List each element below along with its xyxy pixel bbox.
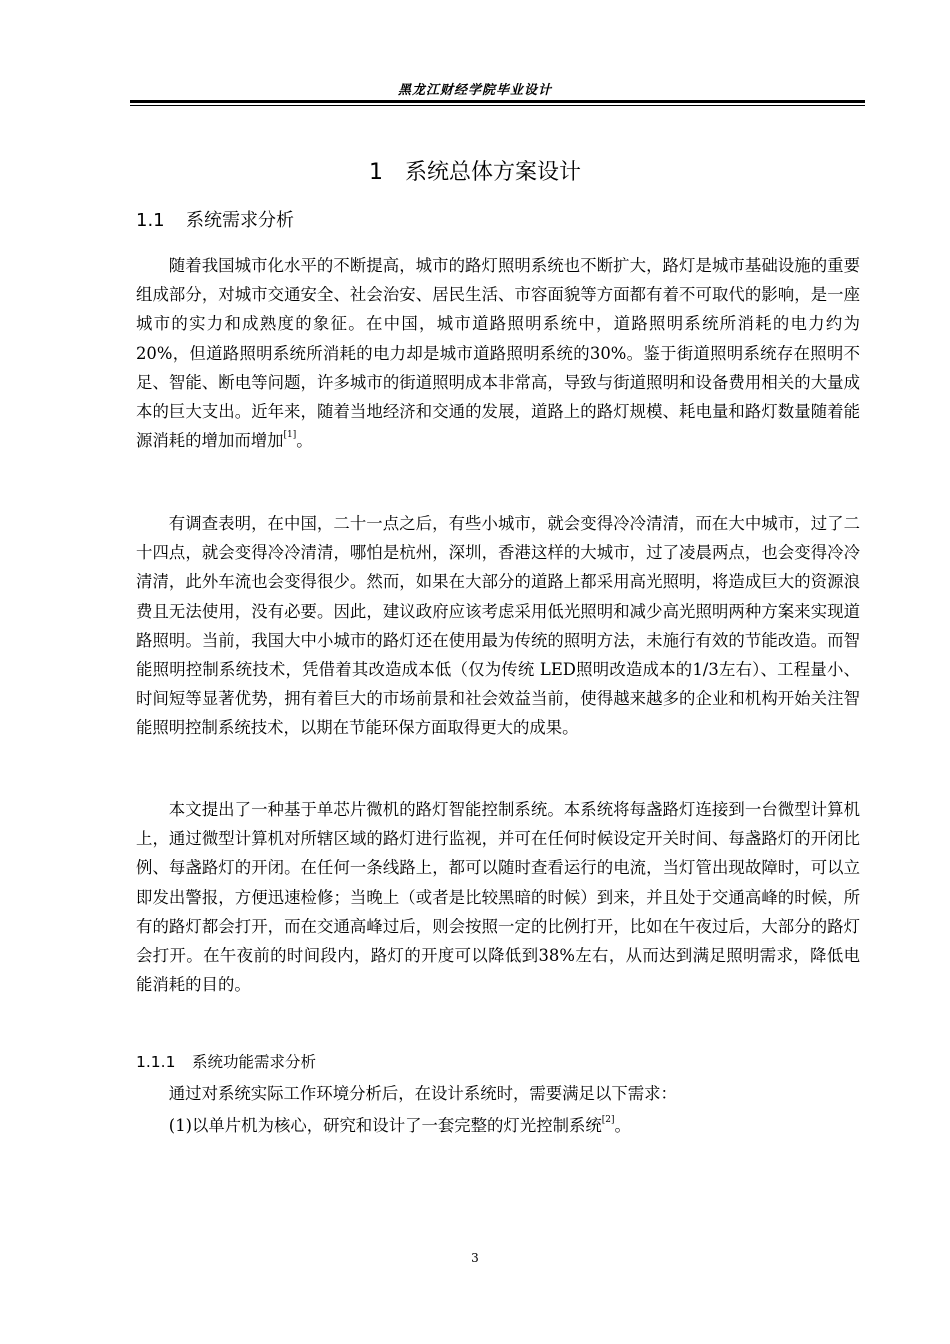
subsection-number: 1.1.1 <box>136 1053 176 1071</box>
section-heading-1-1 <box>136 206 294 232</box>
section-title: 系统需求分析 <box>186 210 294 231</box>
citation-ref-2: [2] <box>601 1115 615 1125</box>
body-paragraph-1 <box>136 251 860 455</box>
paragraph-text: 本文提出了一种基于单芯片微机的路灯智能控制系统。本系统将每盏路灯连接到一台微型计算机上，通过微型计算机对所辖区域的路灯进行监视，并可在任何时候设定开关时间、每盏路灯的开闭比例、每盏路灯的开闭。在任何一条线路上，都可以随时查看运行的电流，当灯管出现故障时，可以立即发出警报，方便迅速检修；当晚上（或者是比较黑暗的时候）到来，并且处于交通高峰的时候，所有的路灯都会打开，而在交通高峰过后，则会按照一定的比例打开，比如在午夜过后，大部分的路灯会打开。在午夜前的时间段内，路灯的开度可以降低到38%左右，从而达到满足照明需求，降低电能消耗的目的。 <box>136 800 860 995</box>
chapter-heading <box>0 155 950 186</box>
page-number: 3 <box>471 1251 479 1265</box>
item-tail: 。 <box>614 1116 631 1135</box>
item-text: (1)以单片机为核心，研究和设计了一套完整的灯光控制系统 <box>168 1116 602 1135</box>
paragraph-tail: 。 <box>296 431 313 451</box>
requirements-intro <box>136 1079 860 1108</box>
header-rule-thick <box>130 100 865 103</box>
paragraph-text: 有调查表明，在中国，二十一点之后，有些小城市，就会变得冷冷清清，而在大中城市，过了二十四点，就会变得冷冷清清，哪怕是杭州，深圳，香港这样的大城市，过了凌晨两点，也会变得冷冷清清，此外车流也会变得很少。然而，如果在大部分的道路上都采用高光照明，将造成巨大的资源浪费且无法使用，没有必要。因此，建议政府应该考虑采用低光照明和减少高光照明两种方案来实现道路照明。当前，我国大中小城市的路灯还在使用最为传统的照明方法，未施行有效的节能改造。而智能照明控制系统技术，凭借着其改造成本低（仅为传统 LED照明改造成本的1/3左右）、工程量小、时间短等显著优势，拥有着巨大的市场前景和社会效益当前，使得越来越多的企业和机构开始关注智能照明控制系统技术，以期在节能环保方面取得更大的成果。 <box>136 514 860 738</box>
running-header-title: 黑龙江财经学院毕业设计 <box>397 83 552 98</box>
requirement-item-1 <box>136 1111 860 1140</box>
header-rule-thin <box>130 105 865 106</box>
chapter-title: 系统总体方案设计 <box>404 160 581 185</box>
intro-text: 通过对系统实际工作环境分析后，在设计系统时，需要满足以下需求： <box>168 1084 677 1103</box>
section-heading-1-1-1 <box>136 1050 316 1072</box>
section-number: 1.1 <box>136 210 165 231</box>
chapter-number: 1 <box>368 160 383 185</box>
body-paragraph-3 <box>136 795 860 999</box>
citation-ref-1: [1] <box>283 430 297 441</box>
subsection-title: 系统功能需求分析 <box>192 1053 317 1071</box>
body-paragraph-2 <box>136 509 860 743</box>
paragraph-text: 随着我国城市化水平的不断提高，城市的路灯照明系统也不断扩大，路灯是城市基础设施的重要组成部分，对城市交通安全、社会治安、居民生活、市容面貌等方面都有着不可取代的影响，是一座城市的实力和成熟度的象征。在中国，城市道路照明系统中，道路照明系统所消耗的电力约为20%，但道路照明系统所消耗的电力却是城市道路照明系统的30%。鉴于街道照明系统存在照明不足、智能、断电等问题，许多城市的街道照明成本非常高，导致与街道照明和设备费用相关的大量成本的巨大支出。近年来，随着当地经济和交通的发展，道路上的路灯规模、耗电量和路灯数量随着能源消耗的增加而增加 <box>136 256 860 451</box>
